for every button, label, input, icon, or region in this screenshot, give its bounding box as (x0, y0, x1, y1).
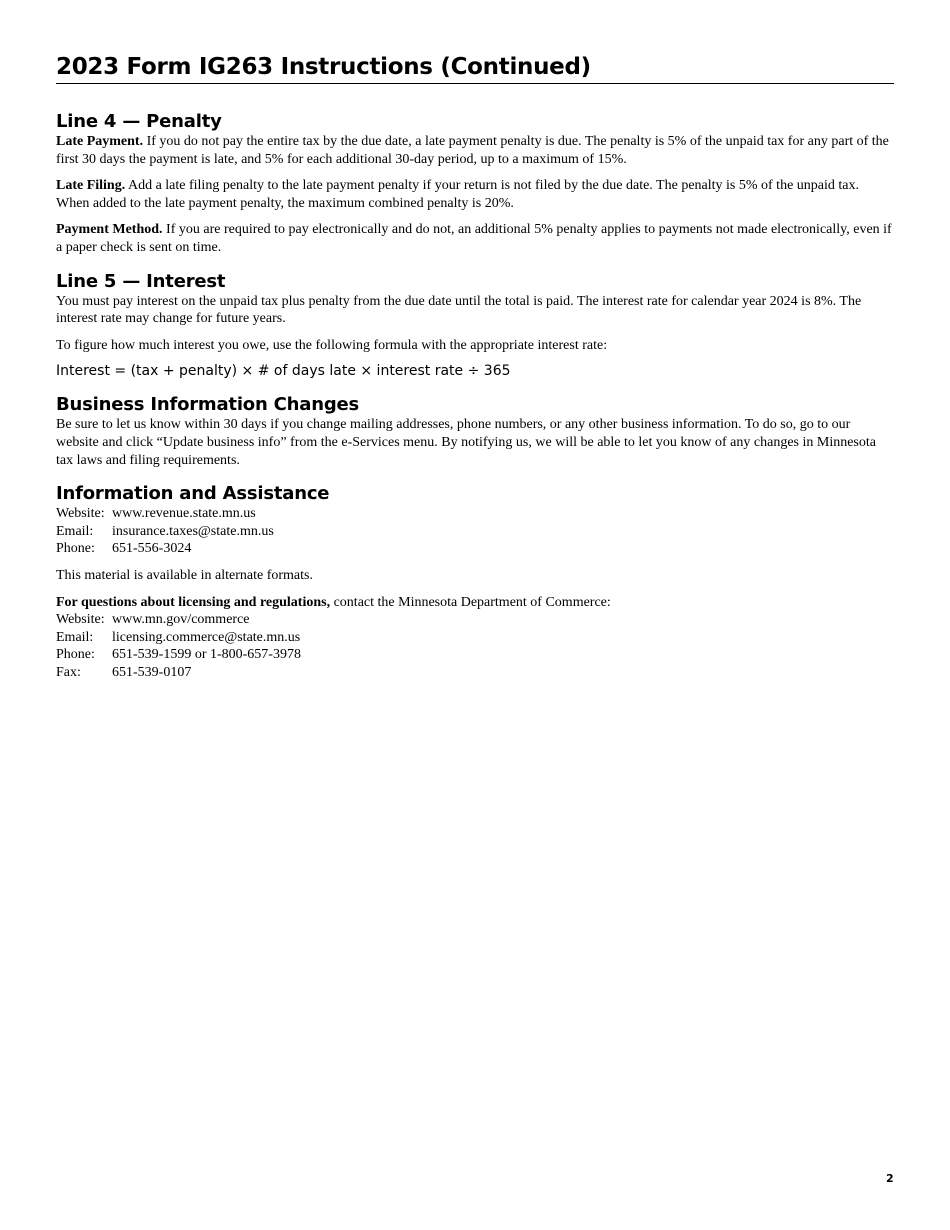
interest-formula-intro: To figure how much interest you owe, use the following formula with the appropriate interest rate: (56, 337, 608, 353)
contact-label: Phone: (56, 647, 95, 663)
revenue-website-link[interactable]: www.revenue.state.mn.us (112, 506, 256, 522)
payment-method-lead: Payment Method. (56, 222, 163, 238)
contact-label: Fax: (56, 664, 81, 680)
late-filing-text: Add a late filing penalty to the late payment penalty if your return is not filed by the due date. The penalty is 5% of the unpaid tax. When added to the late payment penalty, the maximum combined penalty is 20%. (56, 178, 859, 211)
contact-row-email (56, 523, 894, 541)
interest-paragraph: You must pay interest on the unpaid tax plus penalty from the due date until the total is paid. The interest rate for calendar year 2024 is 8%. The interest rate may change for future years. (56, 293, 862, 327)
licensing-lead: For questions about licensing and regulations, (56, 594, 331, 610)
section-heading: Line 4 — Penalty (56, 111, 222, 132)
commerce-phone: 651-539-1599 or 1-800-657-3978 (112, 647, 301, 663)
late-payment-lead: Late Payment. (56, 134, 144, 149)
contact-label: Website: (56, 506, 105, 522)
contact-row-phone (56, 540, 894, 558)
contact-row-fax (56, 664, 894, 682)
licensing-paragraph (56, 594, 894, 612)
commerce-email-link[interactable]: licensing.commerce@state.mn.us (112, 629, 301, 645)
payment-method-text: If you are required to pay electronically and do not, an additional 5% penalty applies to payments not made electronically, even if a paper check is sent on time. (56, 222, 892, 255)
late-filing-lead: Late Filing. (56, 178, 126, 194)
commerce-website-link[interactable]: www.mn.gov/commerce (112, 612, 250, 628)
revenue-phone: 651-556-3024 (112, 541, 192, 557)
contact-label: Phone: (56, 541, 95, 557)
late-payment-text: If you do not pay the entire tax by the due date, a late payment penalty is due. The penalty is 5% of the unpaid tax for any part of the first 30 days the payment is late, and 5% for each additional 30-day period, up to a maximum of 15%. (56, 134, 889, 167)
section-business-info-changes (56, 394, 894, 469)
commerce-fax: 651-539-0107 (112, 664, 192, 680)
page-title: 2023 Form IG263 Instructions (Continued) (56, 52, 894, 84)
late-filing-paragraph (56, 177, 894, 212)
contact-row-website (56, 611, 894, 629)
document-page (56, 52, 894, 681)
page-number: 2 (886, 1172, 894, 1185)
business-info-paragraph: Be sure to let us know within 30 days if you change mailing addresses, phone numbers, or any other business information. To do so, go to our website and click “Update business info” from the e-Services menu. By notifying us, we will be able to let you know of any changes in Minnesota tax laws and filing requirements. (56, 417, 876, 468)
payment-method-paragraph (56, 221, 894, 256)
contact-row-phone (56, 646, 894, 664)
revenue-contact-list (56, 505, 894, 558)
commerce-contact-list (56, 611, 894, 681)
section-line4-penalty (56, 111, 894, 257)
section-heading: Information and Assistance (56, 483, 330, 505)
contact-row-website (56, 505, 894, 523)
contact-label: Website: (56, 612, 105, 628)
section-line5-interest (56, 271, 894, 381)
section-heading: Line 5 — Interest (56, 270, 226, 292)
contact-row-email (56, 629, 894, 647)
section-info-assistance (56, 483, 894, 681)
alternate-formats-note: This material is available in alternate formats. (56, 567, 313, 583)
licensing-text: contact the Minnesota Department of Commerce: (330, 594, 611, 610)
contact-label: Email: (56, 523, 94, 539)
contact-label: Email: (56, 629, 94, 645)
interest-formula: Interest = (tax + penalty) × # of days late × interest rate ÷ 365 (56, 363, 511, 380)
revenue-email-link[interactable]: insurance.taxes@state.mn.us (112, 523, 274, 539)
section-heading: Business Information Changes (56, 394, 360, 416)
late-payment-paragraph (56, 133, 894, 168)
